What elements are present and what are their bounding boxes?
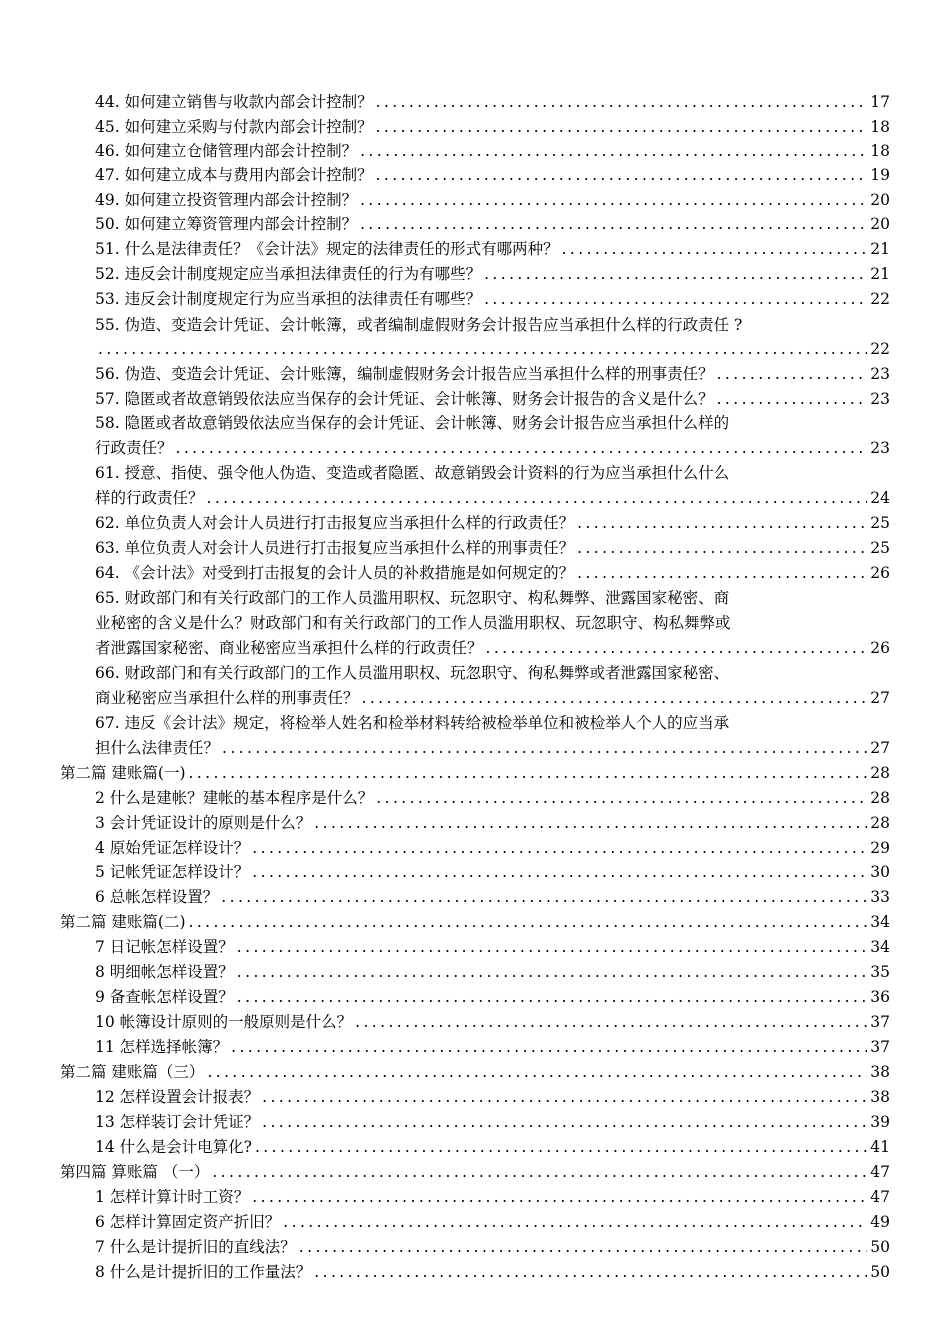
toc-dot-leader (212, 1160, 867, 1184)
toc-entry-text: 6 怎样计算固定资产折旧？ (95, 1213, 281, 1231)
toc-page-number: 38 (870, 1088, 890, 1106)
toc-entry-text: 6 总帐怎样设置？ (95, 888, 219, 906)
toc-dot-leader (237, 935, 867, 959)
toc-entry-text: 47. 如何建立成本与费用内部会计控制？ (95, 166, 373, 184)
toc-page-number: 20 (870, 191, 890, 209)
toc-dot-leader (355, 1010, 867, 1034)
toc-page-number: 23 (870, 439, 890, 457)
toc-page-number: 27 (870, 689, 890, 707)
toc-entry-text: 9 备查帐怎样设置？ (95, 988, 234, 1006)
toc-entry[interactable] (95, 561, 890, 585)
toc-entry[interactable] (95, 661, 890, 685)
toc-entry-text: 44. 如何建立销售与收款内部会计控制？ (95, 93, 373, 111)
toc-dot-leader (484, 262, 867, 286)
toc-dot-leader (176, 436, 867, 460)
toc-entry-text: 12 怎样设置会计报表？ (95, 1088, 260, 1106)
toc-entry[interactable] (95, 885, 890, 909)
toc-entry-text: 50. 如何建立筹资管理内部会计控制？ (95, 215, 358, 233)
toc-entry[interactable] (95, 1185, 890, 1209)
toc-dot-leader (221, 885, 867, 909)
toc-page-number: 17 (870, 93, 890, 111)
toc-dot-leader (189, 761, 867, 785)
toc-entry[interactable] (95, 337, 890, 361)
toc-entry-text: 53. 违反会计制度规定行为应当承担的法律责任有哪些？ (95, 290, 482, 308)
toc-entry[interactable] (95, 1235, 890, 1259)
toc-entry[interactable] (95, 935, 890, 959)
toc-page-number: 21 (870, 265, 890, 283)
toc-entry[interactable] (95, 411, 890, 435)
toc-entry[interactable] (95, 362, 890, 386)
toc-entry-text: 4 原始凭证怎样设计？ (95, 839, 250, 857)
toc-section-heading[interactable] (60, 1060, 890, 1084)
toc-entry[interactable] (95, 860, 890, 884)
toc-dot-leader (562, 237, 867, 261)
toc-page-number: 28 (870, 814, 890, 832)
toc-entry[interactable] (95, 586, 890, 610)
toc-dot-leader (252, 1185, 867, 1209)
toc-entry-text: 第二篇 建账篇(一) (60, 764, 186, 782)
toc-page-number: 21 (870, 240, 890, 258)
toc-page-number: 28 (870, 789, 890, 807)
toc-entry[interactable] (95, 461, 890, 485)
toc-entry[interactable] (95, 313, 890, 337)
toc-dot-leader (222, 736, 867, 760)
toc-dot-leader (255, 1135, 867, 1159)
toc-section-heading[interactable] (60, 1160, 890, 1184)
toc-page-number: 37 (870, 1013, 890, 1031)
toc-dot-leader (360, 139, 867, 163)
toc-entry[interactable] (95, 511, 890, 535)
toc-page-number: 47 (870, 1188, 890, 1206)
toc-entry[interactable] (95, 237, 890, 261)
toc-entry-text: 63. 单位负责人对会计人员进行打击报复应当承担什么样的刑事责任？ (95, 539, 575, 557)
toc-entry-text: 65. 财政部门和有关行政部门的工作人员滥用职权、玩忽职守、构私舞弊、泄露国家秘密、商 (95, 589, 730, 607)
toc-dot-leader (299, 1235, 867, 1259)
toc-dot-leader (376, 786, 867, 810)
toc-dot-leader (360, 188, 867, 212)
toc-entry[interactable] (95, 811, 890, 835)
toc-dot-leader (376, 90, 867, 114)
toc-dot-leader (189, 910, 867, 934)
toc-page-number: 36 (870, 988, 890, 1006)
toc-dot-leader (717, 362, 867, 386)
toc-entry[interactable] (95, 1035, 890, 1059)
toc-entry-text: 者泄露国家秘密、商业秘密应当承担什么样的行政责任？ (95, 639, 483, 657)
toc-page-number: 29 (870, 839, 890, 857)
toc-entry-text: 行政责任？ (95, 439, 173, 457)
toc-page-number: 33 (870, 888, 890, 906)
toc-entry-text: 3 会计凭证设计的原则是什么？ (95, 814, 312, 832)
toc-entry[interactable] (95, 711, 890, 735)
toc-entry[interactable] (95, 636, 890, 660)
toc-entry[interactable] (95, 985, 890, 1009)
toc-dot-leader (376, 115, 867, 139)
toc-entry[interactable] (95, 1110, 890, 1134)
toc-dot-leader (207, 1060, 867, 1084)
toc-entry[interactable] (95, 188, 890, 212)
toc-dot-leader (98, 337, 867, 361)
toc-dot-leader (717, 387, 867, 411)
toc-entry-text: 样的行政责任？ (95, 489, 204, 507)
toc-entry[interactable] (95, 1135, 890, 1159)
toc-section-heading[interactable] (60, 910, 890, 934)
toc-entry[interactable] (95, 262, 890, 286)
toc-page-number: 50 (870, 1263, 890, 1281)
toc-dot-leader (237, 985, 867, 1009)
toc-entry-text: 13 怎样装订会计凭证？ (95, 1113, 260, 1131)
toc-section-heading[interactable] (60, 761, 890, 785)
toc-page-number: 26 (870, 564, 890, 582)
toc-page-number: 41 (870, 1138, 890, 1156)
toc-entry[interactable] (95, 139, 890, 163)
toc-dot-leader (486, 636, 867, 660)
toc-dot-leader (283, 1210, 867, 1234)
toc-entry[interactable] (95, 686, 890, 710)
toc-page-number: 26 (870, 639, 890, 657)
toc-entry[interactable] (95, 387, 890, 411)
toc-page-number: 34 (870, 913, 890, 931)
toc-entry[interactable] (95, 786, 890, 810)
toc-entry[interactable] (95, 90, 890, 114)
toc-entry-text: 担什么法律责任？ (95, 739, 220, 757)
toc-entry[interactable] (95, 436, 890, 460)
toc-dot-leader (231, 1035, 867, 1059)
toc-entry-text: 业秘密的含义是什么？财政部门和有关行政部门的工作人员滥用职权、玩忽职守、构私舞弊或 (95, 614, 731, 632)
toc-entry-text: 51. 什么是法律责任？《会计法》规定的法律责任的形式有哪两种？ (95, 240, 559, 258)
toc-entry-text: 61. 授意、指使、强令他人伪造、变造或者隐匿、故意销毁会计资料的行为应当承担什么什么 (95, 464, 730, 482)
toc-entry-text: 58. 隐匿或者故意销毁依法应当保存的会计凭证、会计帐簿、财务会计报告应当承担什么样的 (95, 414, 730, 432)
toc-entry-text: 2 什么是建帐？建帐的基本程序是什么？ (95, 789, 374, 807)
toc-entry[interactable] (95, 212, 890, 236)
toc-entry-text: 64. 《会计法》对受到打击报复的会计人员的补救措施是如何规定的？ (95, 564, 575, 582)
toc-entry-text: 55. 伪造、变造会计凭证、会计帐簿，或者编制虚假财务会计报告应当承担什么样的行政责任 ? (95, 316, 743, 334)
toc-dot-leader (262, 1085, 867, 1109)
toc-dot-leader (376, 163, 867, 187)
toc-page-number: 30 (870, 863, 890, 881)
toc-entry[interactable] (95, 1085, 890, 1109)
toc-entry-text: 商业秘密应当承担什么样的刑事责任？ (95, 689, 359, 707)
toc-dot-leader (484, 287, 867, 311)
toc-entry[interactable] (95, 1260, 890, 1284)
toc-entry[interactable] (95, 536, 890, 560)
toc-entry-text: 14 什么是会计电算化? (95, 1138, 252, 1156)
toc-page-number: 49 (870, 1213, 890, 1231)
toc-entry[interactable] (95, 611, 890, 635)
toc-page-number: 38 (870, 1063, 890, 1081)
toc-entry-text: 56. 伪造、变造会计凭证、会计账簿，编制虚假财务会计报告应当承担什么样的刑事责任？ (95, 365, 714, 383)
toc-page-number: 34 (870, 938, 890, 956)
toc-entry[interactable] (95, 163, 890, 187)
toc-page-number: 25 (870, 539, 890, 557)
toc-entry[interactable] (95, 115, 890, 139)
toc-page-number: 23 (870, 390, 890, 408)
toc-dot-leader (252, 836, 867, 860)
toc-entry-text: 第四篇 算账篇 （一） (60, 1163, 210, 1181)
toc-entry-text: 52. 违反会计制度规定应当承担法律责任的行为有哪些？ (95, 265, 482, 283)
toc-dot-leader (314, 1260, 867, 1284)
toc-entry-text: 5 记帐凭证怎样设计？ (95, 863, 250, 881)
toc-page-number: 22 (870, 340, 890, 358)
toc-page-number: 27 (870, 739, 890, 757)
toc-page-number: 18 (870, 142, 890, 160)
toc-entry-text: 62. 单位负责人对会计人员进行打击报复应当承担什么样的行政责任？ (95, 514, 575, 532)
toc-page-number: 18 (870, 118, 890, 136)
toc-entry-text: 46. 如何建立仓储管理内部会计控制？ (95, 142, 358, 160)
toc-entry[interactable] (95, 1210, 890, 1234)
toc-entry-text: 7 日记帐怎样设置？ (95, 938, 234, 956)
toc-page-number: 22 (870, 290, 890, 308)
toc-entry-text: 7 什么是计提折旧的直线法？ (95, 1238, 296, 1256)
toc-page-number: 47 (870, 1163, 890, 1181)
toc-entry[interactable] (95, 736, 890, 760)
toc-entry[interactable] (95, 486, 890, 510)
toc-page-number: 39 (870, 1113, 890, 1131)
toc-page-number: 37 (870, 1038, 890, 1056)
toc-dot-leader (577, 536, 867, 560)
toc-entry-text: 57. 隐匿或者故意销毁依法应当保存的会计凭证、会计帐簿、财务会计报告的含义是什么？ (95, 390, 714, 408)
toc-entry-text: 66. 财政部门和有关行政部门的工作人员滥用职权、玩忽职守、徇私舞弊或者泄露国家秘密、 (95, 664, 730, 682)
toc-page-number: 24 (870, 489, 890, 507)
toc-page-number: 28 (870, 764, 890, 782)
toc-entry-text: 第二篇 建账篇（三） (60, 1063, 205, 1081)
toc-page-number: 35 (870, 963, 890, 981)
toc-dot-leader (237, 960, 867, 984)
toc-dot-leader (577, 561, 867, 585)
toc-dot-leader (314, 811, 867, 835)
toc-dot-leader (262, 1110, 867, 1134)
toc-entry-text: 8 什么是计提折旧的工作量法？ (95, 1263, 312, 1281)
toc-entry-text: 8 明细帐怎样设置？ (95, 963, 234, 981)
toc-entry-text: 67. 违反《会计法》规定，将检举人姓名和检举材料转给被检举单位和被检举人个人的应当承 (95, 714, 730, 732)
toc-page-number: 20 (870, 215, 890, 233)
toc-page-number: 50 (870, 1238, 890, 1256)
toc-dot-leader (207, 486, 867, 510)
toc-dot-leader (577, 511, 867, 535)
toc-entry[interactable] (95, 287, 890, 311)
toc-page-number: 25 (870, 514, 890, 532)
toc-entry-text: 1 怎样计算计时工资？ (95, 1188, 250, 1206)
toc-entry-text: 10 帐簿设计原则的一般原则是什么？ (95, 1013, 353, 1031)
toc-dot-leader (362, 686, 867, 710)
toc-dot-leader (360, 212, 867, 236)
toc-entry-text: 49. 如何建立投资管理内部会计控制？ (95, 191, 358, 209)
toc-entry-text: 45. 如何建立采购与付款内部会计控制？ (95, 118, 373, 136)
toc-entry-text: 11 怎样选择帐簿？ (95, 1038, 229, 1056)
toc-entry[interactable] (95, 836, 890, 860)
toc-dot-leader (252, 860, 867, 884)
toc-entry[interactable] (95, 1010, 890, 1034)
toc-page-number: 23 (870, 365, 890, 383)
toc-page-number: 19 (870, 166, 890, 184)
toc-entry-text: 第二篇 建账篇(二) (60, 913, 186, 931)
toc-entry[interactable] (95, 960, 890, 984)
